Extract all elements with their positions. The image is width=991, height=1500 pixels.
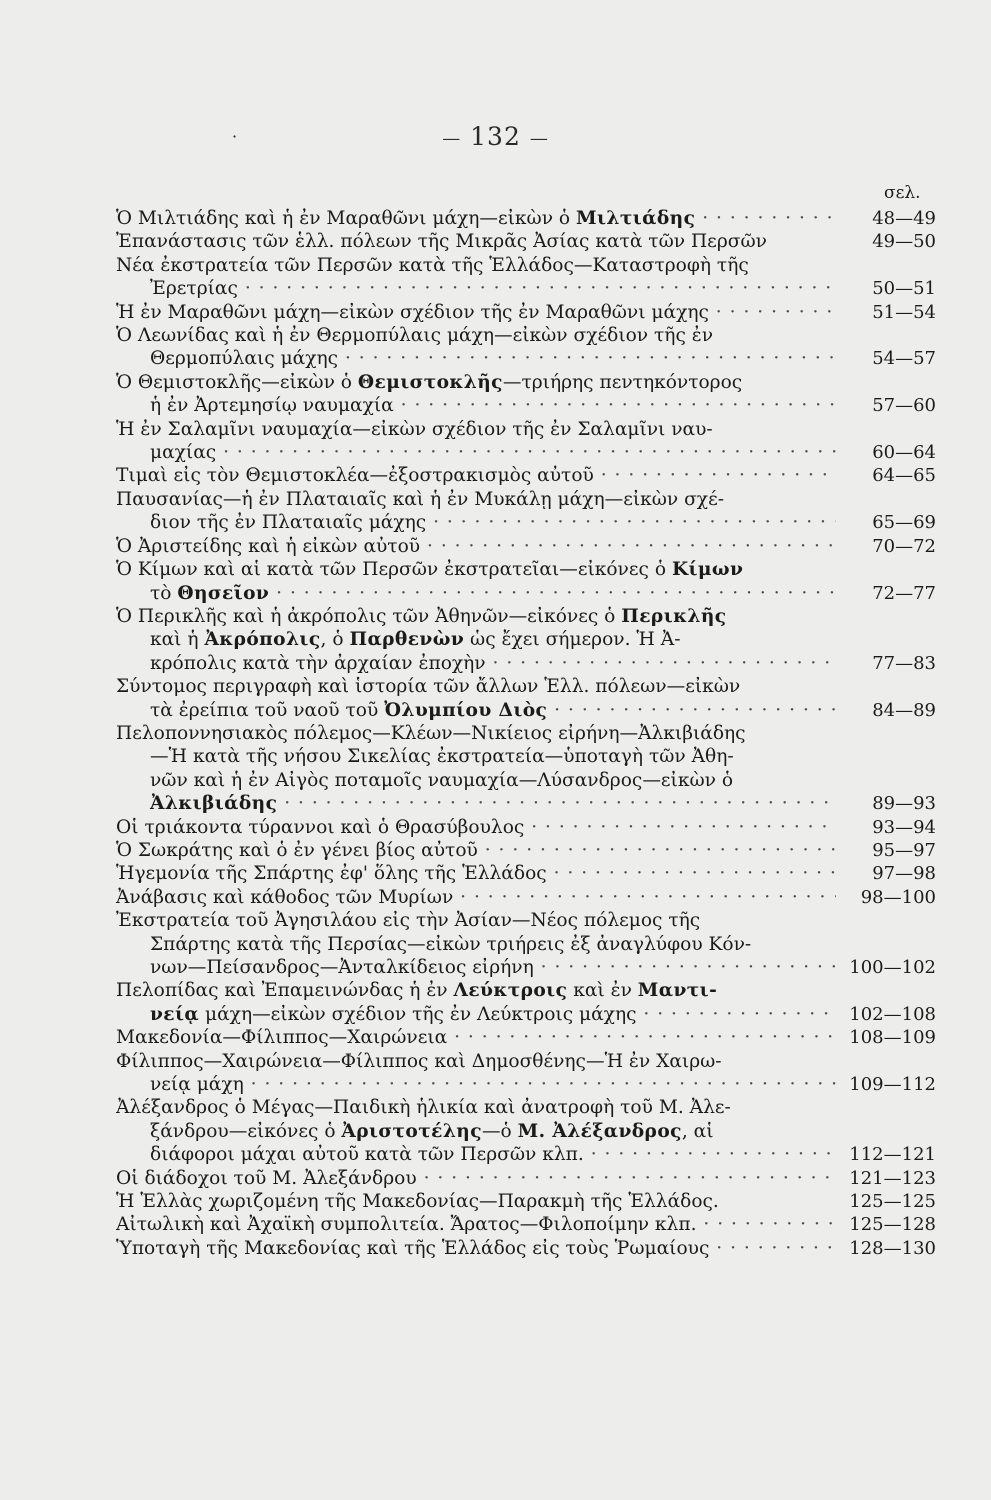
toc-text: Οἱ τριάκοντα τύραννοι καὶ ὁ Θρασύβουλος (116, 816, 525, 838)
toc-entry (116, 979, 936, 1026)
toc-text: Τιμαὶ εἰς τὸν Θεμιστοκλέα—ἐξοστρακισμὸς αὐτοῦ (116, 465, 594, 487)
toc-text: Ὁ Περικλῆς καὶ ἡ ἀκρόπολις τῶν Ἀθηνῶν—εἰκόνες ὁ (116, 605, 622, 627)
page-number-header (0, 122, 991, 151)
toc-text: Πελοπίδας καὶ Ἐπαμεινώνδας ἡ ἐν (116, 980, 454, 1002)
toc-emphasis: Ὀλυμπίου Διὸς (384, 699, 548, 721)
toc-page-range: 64—65 (872, 465, 936, 487)
toc-emphasis: Ἀλκιβιάδης (150, 793, 278, 815)
toc-text: Σύντομος περιγραφὴ καὶ ἱστορία τῶν ἄλλων Ἑλλ. πόλεων—εἰκὼν (116, 676, 741, 698)
toc-emphasis: Παρθενὼν (349, 629, 465, 651)
toc-text: Ὁ Μιλτιάδης καὶ ἡ ἐν Μαραθῶνι μάχη—εἰκὼν ὁ (116, 208, 577, 229)
toc-text: Ἐπανάστασις τῶν ἑλλ. πόλεων τῆς Μικρᾶς Ἀσίας κατὰ τῶν Περσῶν (116, 231, 767, 253)
toc-emphasis: νείᾳ (150, 1003, 200, 1025)
toc-text: Ὁ Θεμιστοκλῆς—εἰκὼν ὁ (116, 371, 358, 393)
toc-entry-line (116, 886, 836, 909)
toc-entry (116, 675, 936, 722)
toc-emphasis: Κίμων (671, 559, 744, 581)
toc-emphasis: Μαντι- (637, 980, 718, 1002)
toc-text: καὶ ἐν (567, 980, 638, 1002)
toc-text: Θερμοπύλαις μάχης (150, 348, 339, 370)
page-mark: · (232, 127, 238, 146)
toc-emphasis: Ἀριστοτέλης (341, 1120, 482, 1142)
toc-emphasis: Ἀκρόπολις (204, 629, 321, 651)
toc-text: , ὁ (320, 629, 350, 651)
toc-text: —ὁ (481, 1120, 518, 1142)
toc-entry-line (116, 862, 836, 885)
toc-text: τὸ (150, 582, 178, 604)
toc-entry (116, 464, 936, 487)
toc-page-range: 97—98 (872, 863, 936, 885)
toc-emphasis: Θεμιστοκλῆς (357, 371, 503, 393)
toc-page-range: 48—49 (872, 208, 936, 229)
toc-entry-line (116, 1237, 836, 1260)
toc-entry (116, 1096, 936, 1166)
toc-entry-line (116, 1026, 836, 1049)
toc-entry-line (116, 722, 836, 745)
toc-entry (116, 1237, 936, 1260)
toc-text: ξάνδρου—εἰκόνες ὁ (150, 1120, 342, 1142)
toc-entry (116, 301, 936, 324)
toc-text: νων—Πείσανδρος—Ἀνταλκίδειος εἰρήνη (150, 957, 534, 978)
toc-entry (116, 488, 936, 535)
toc-text: Ἡ Ἑλλὰς χωριζομένη τῆς Μακεδονίας—Παρακμὴ τῆς Ἑλλάδος. (116, 1191, 719, 1213)
toc-text: διον τῆς ἐν Πλαταιαῖς μάχης (150, 512, 427, 534)
toc-entry (116, 558, 936, 605)
toc-page-range: 72—77 (872, 582, 936, 604)
toc-entry-line (116, 394, 836, 417)
toc-page-range: 102—108 (849, 1003, 936, 1025)
toc-text: —Ἡ κατὰ τῆς νήσου Σικελίας ἐκστρατεία—ὑποταγὴ τῶν Ἀθη- (150, 746, 734, 768)
toc-text: Ἡγεμονία τῆς Σπάρτης ἐφ' ὅλης τῆς Ἑλλάδος (116, 863, 547, 885)
toc-text: μαχίας (150, 442, 217, 464)
toc-text: Παυσανίας—ἡ ἐν Πλαταιαῖς καὶ ἡ ἐν Μυκάλῃ μάχη—εἰκὼν σχέ- (116, 488, 724, 510)
toc-entry-line (116, 207, 836, 230)
toc-text: Νέα ἐκστρατεία τῶν Περσῶν κατὰ τῆς Ἑλλάδος—Καταστροφὴ τῆς (116, 254, 749, 276)
toc-text: διάφοροι μάχαι αὐτοῦ κατὰ τῶν Περσῶν κλπ. (150, 1144, 584, 1166)
page-number: 132 (470, 122, 521, 151)
toc-entry-line (116, 488, 836, 511)
toc-entry (116, 839, 936, 862)
toc-entry-line (116, 371, 836, 394)
toc-entry (116, 254, 936, 301)
toc-page-range: 125—125 (849, 1191, 936, 1213)
toc-entry-line (116, 301, 836, 324)
toc-entry-line (116, 1143, 836, 1166)
toc-entry (116, 324, 936, 371)
toc-text: τὰ ἐρείπια τοῦ ναοῦ τοῦ (150, 699, 385, 721)
toc-entry-line (116, 511, 836, 534)
toc-page-range: 57—60 (872, 395, 936, 417)
toc-entry-line (116, 254, 836, 277)
toc-entry (116, 862, 936, 885)
toc-emphasis: Λεύκτροις (453, 980, 568, 1002)
toc-emphasis: Μ. Ἀλέξανδρος (517, 1120, 682, 1142)
toc-page-range: 121—123 (849, 1167, 936, 1189)
header-dash-right: — (529, 128, 549, 149)
toc-page-range: 98—100 (860, 886, 936, 908)
toc-emphasis: Θησεῖον (177, 582, 270, 604)
toc-page-range: 108—109 (849, 1027, 936, 1049)
toc-text: μάχη—εἰκὼν σχέδιον τῆς ἐν Λεύκτροις μάχης (199, 1003, 637, 1025)
toc-entry (116, 605, 936, 675)
toc-text: Αἰτωλικὴ καὶ Ἀχαϊκὴ συμπολιτεία. Ἄρατος—Φιλοποίμην κλπ. (116, 1214, 697, 1236)
toc-entry-line (116, 558, 836, 581)
toc-text: Σπάρτης κατὰ τῆς Περσίας—εἰκὼν τριήρεις ἐξ ἀναγλύφου Κόν- (150, 933, 752, 955)
toc-text: κρόπολις κατὰ τὴν ἀρχαίαν ἐποχὴν (150, 652, 486, 674)
toc-page-range: 95—97 (872, 839, 936, 861)
toc-text: Πελοποννησιακὸς πόλεμος—Κλέων—Νικίειος εἰρήνη—Ἀλκιβιάδης (116, 722, 746, 744)
toc-text: ὡς ἔχει σήμερον. Ἡ Ἀ- (464, 629, 681, 651)
toc-entry-line (116, 277, 836, 300)
toc-entry-line (116, 956, 836, 979)
table-of-contents (116, 207, 936, 1260)
toc-page-range: 50—51 (872, 278, 936, 300)
toc-entry-line (116, 418, 836, 441)
toc-entry-line (116, 1190, 836, 1213)
toc-text: , αἱ (681, 1120, 714, 1142)
toc-entry-line (116, 675, 836, 698)
toc-entry (116, 207, 936, 230)
pages-column-label: σελ. (884, 183, 921, 203)
toc-page-range: 54—57 (872, 348, 936, 370)
toc-entry-line (116, 933, 836, 956)
toc-text: Φίλιππος—Χαιρώνεια—Φίλιππος καὶ Δημοσθένης—Ἡ ἐν Χαιρω- (116, 1050, 722, 1072)
toc-text: —τριήρης πεντηκόντορος (502, 371, 743, 393)
toc-text: Ἡ ἐν Σαλαμῖνι ναυμαχία—εἰκὼν σχέδιον τῆς ἐν Σαλαμῖνι ναυ- (116, 418, 713, 440)
toc-text: Ἀλέξανδρος ὁ Μέγας—Παιδικὴ ἡλικία καὶ ἀνατροφὴ τοῦ Μ. Ἀλε- (116, 1097, 731, 1119)
toc-entry (116, 1167, 936, 1190)
toc-entry-line (116, 816, 836, 839)
toc-text: Ἐρετρίας (150, 278, 238, 300)
toc-text: Ἀνάβασις καὶ κάθοδος τῶν Μυρίων (116, 886, 454, 908)
toc-page-range: 77—83 (872, 652, 936, 674)
toc-entry-line (116, 745, 836, 768)
toc-text: Ἡ ἐν Μαραθῶνι μάχη—εἰκὼν σχέδιον τῆς ἐν Μαραθῶνι μάχης (116, 301, 709, 323)
toc-emphasis: Περικλῆς (621, 605, 727, 627)
header-dash-left: — (442, 128, 462, 149)
toc-entry-line (116, 769, 836, 792)
toc-entry (116, 909, 936, 979)
toc-page-range: 84—89 (872, 699, 936, 721)
toc-text: καὶ ἡ (150, 629, 205, 651)
toc-text: νῶν καὶ ἡ ἐν Αἰγὸς ποταμοῖς ναυμαχία—Λύσανδρος—εἰκὼν ὁ (150, 769, 734, 791)
toc-entry (116, 1213, 936, 1236)
toc-entry-line (116, 1167, 836, 1190)
toc-entry-line (116, 699, 836, 722)
toc-entry-line (116, 628, 836, 651)
toc-entry-line (116, 652, 836, 675)
toc-text: Ὁ Λεωνίδας καὶ ἡ ἐν Θερμοπύλαις μάχη—εἰκὼν σχέδιον τῆς ἐν (116, 325, 714, 347)
toc-entry (116, 1026, 936, 1049)
toc-entry (116, 535, 936, 558)
toc-page-range: 100—102 (849, 957, 936, 978)
toc-page-range: 125—128 (849, 1214, 936, 1236)
toc-entry-line (116, 347, 836, 370)
toc-entry-line (116, 441, 836, 464)
toc-text: Ἐκστρατεία τοῦ Ἀγησιλάου εἰς τὴν Ἀσίαν—Νέος πόλεμος τῆς (116, 910, 701, 932)
toc-text: Ὁ Κίμων καὶ αἱ κατὰ τῶν Περσῶν ἐκστρατεῖαι—εἰκόνες ὁ (116, 559, 672, 581)
toc-entry (116, 1050, 936, 1097)
toc-entry-line (116, 324, 836, 347)
toc-entry (116, 722, 936, 816)
toc-entry-line (116, 1073, 836, 1096)
toc-entry-line (116, 1003, 836, 1026)
toc-entry (116, 886, 936, 909)
toc-entry-line (116, 1213, 836, 1236)
toc-entry-line (116, 839, 836, 862)
toc-entry-line (116, 1096, 836, 1119)
toc-emphasis: Μιλτιάδης (576, 208, 696, 229)
toc-page-range: 51—54 (872, 301, 936, 323)
toc-text: Ὁ Ἀριστείδης καὶ ἡ εἰκὼν αὐτοῦ (116, 535, 421, 557)
toc-text: Οἱ διάδοχοι τοῦ Μ. Ἀλεξάνδρου (116, 1167, 417, 1189)
toc-entry-line (116, 1050, 836, 1073)
toc-page-range: 70—72 (872, 535, 936, 557)
toc-entry (116, 816, 936, 839)
toc-entry (116, 1190, 936, 1213)
toc-text: νείᾳ μάχη (150, 1074, 244, 1096)
toc-text: ἡ ἐν Ἀρτεμησίῳ ναυμαχία (150, 395, 394, 417)
toc-entry-line (116, 792, 836, 815)
toc-page-range: 60—64 (872, 442, 936, 464)
toc-entry-line (116, 909, 836, 932)
toc-entry-line (116, 605, 836, 628)
toc-page-range: 128—130 (849, 1237, 936, 1259)
toc-entry-line (116, 582, 836, 605)
toc-entry-line (116, 535, 836, 558)
toc-page-range: 109—112 (849, 1074, 936, 1096)
toc-entry-line (116, 230, 836, 253)
toc-entry-line (116, 1120, 836, 1143)
toc-page-range: 93—94 (872, 816, 936, 838)
toc-page-range: 65—69 (872, 512, 936, 534)
toc-page-range: 112—121 (849, 1144, 936, 1166)
toc-text: Ὑποταγὴ τῆς Μακεδονίας καὶ τῆς Ἑλλάδος εἰς τοὺς Ῥωμαίους (116, 1237, 710, 1259)
toc-entry (116, 418, 936, 465)
toc-entry-line (116, 979, 836, 1002)
toc-page-range: 49—50 (872, 231, 936, 253)
toc-text: Ὁ Σωκράτης καὶ ὁ ἐν γένει βίος αὐτοῦ (116, 839, 478, 861)
toc-entry (116, 230, 936, 253)
toc-entry-line (116, 464, 836, 487)
toc-page-range: 89—93 (872, 793, 936, 815)
toc-entry (116, 371, 936, 418)
toc-text: Μακεδονία—Φίλιππος—Χαιρώνεια (116, 1027, 448, 1049)
